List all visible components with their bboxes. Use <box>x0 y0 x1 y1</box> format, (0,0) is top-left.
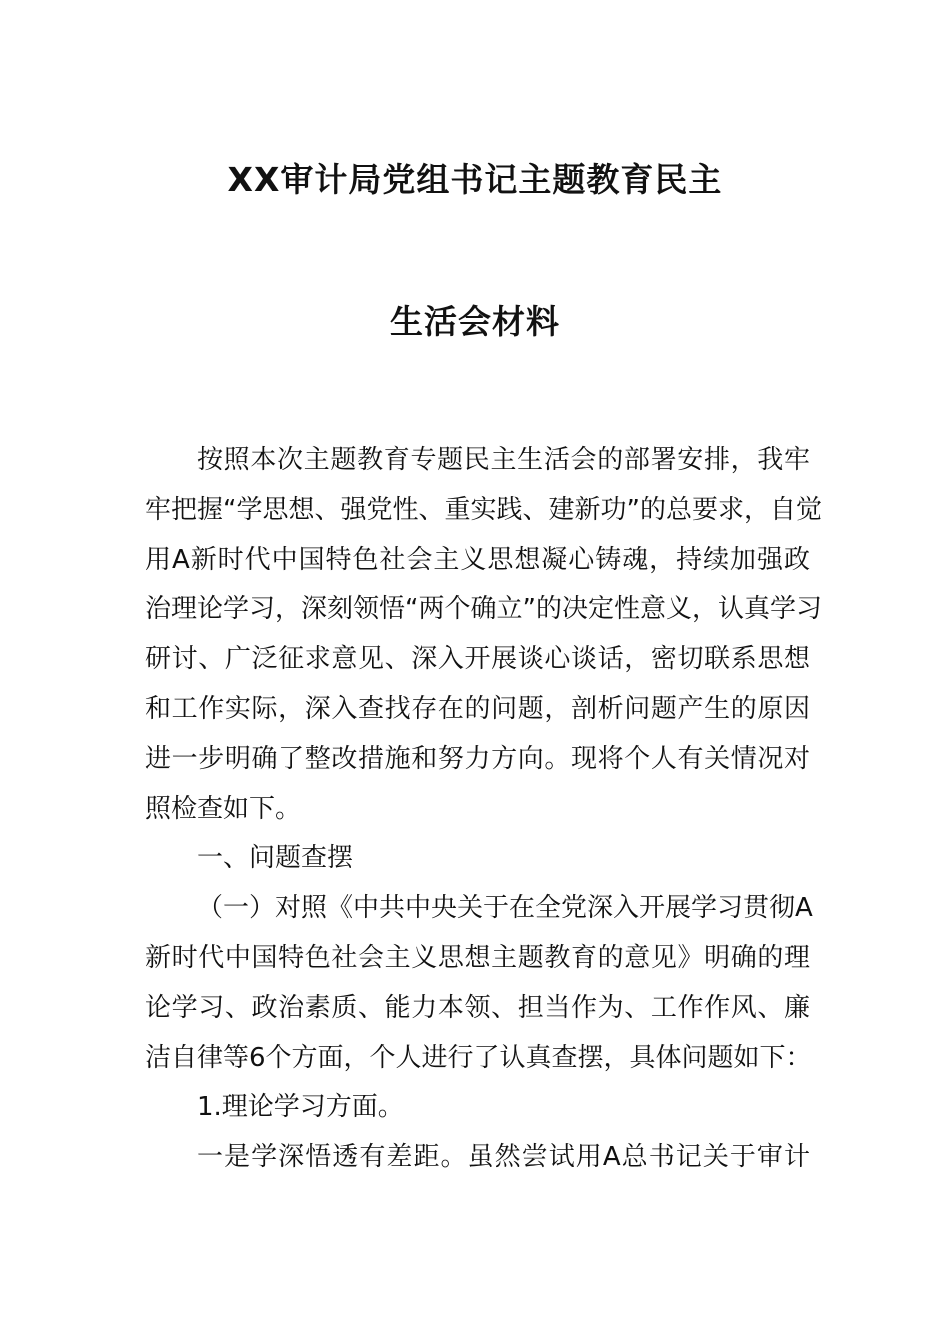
document-title-line-1: XX审计局党组书记主题教育民主 <box>227 160 723 199</box>
item-heading-text: 1.理论学习方面。 <box>197 1092 404 1123</box>
paragraph-line: （一）对照《中共中央关于在全党深入开展学习贯彻A <box>197 893 813 924</box>
intro-paragraph <box>145 436 822 834</box>
subsection-paragraph <box>145 884 813 1083</box>
item-paragraph <box>145 1133 810 1183</box>
paragraph-line: 用A新时代中国特色社会主义思想凝心铸魂，持续加强政 <box>145 544 810 575</box>
paragraph-line: 一是学深悟透有差距。虽然尝试用A总书记关于审计 <box>197 1142 810 1173</box>
paragraph-line: 进一步明确了整改措施和努力方向。现将个人有关情况对 <box>145 743 810 774</box>
section-heading <box>145 834 810 884</box>
paragraph-line: 研讨、广泛征求意见、深入开展谈心谈话，密切联系思想 <box>145 644 810 675</box>
document-title-line-2: 生活会材料 <box>390 302 560 341</box>
document-body <box>145 436 822 1183</box>
paragraph-line: 牢把握“学思想、强党性、重实践、建新功”的总要求，自觉 <box>145 494 822 525</box>
paragraph-line: 按照本次主题教育专题民主生活会的部署安排，我牢 <box>197 445 810 475</box>
section-heading-text: 一、问题查摆 <box>197 843 354 874</box>
item-heading <box>145 1083 810 1133</box>
paragraph-line: 治理论学习，深刻领悟“两个确立”的决定性意义，认真学习 <box>145 594 822 625</box>
paragraph-line: 论学习、政治素质、能力本领、担当作为、工作作风、廉 <box>145 992 810 1023</box>
paragraph-line: 照检查如下。 <box>145 793 302 824</box>
paragraph-line: 洁自律等6个方面，个人进行了认真查摆，具体问题如下： <box>145 1042 812 1073</box>
paragraph-line: 和工作实际，深入查找存在的问题，剖析问题产生的原因 <box>145 693 810 724</box>
paragraph-line: 新时代中国特色社会主义思想主题教育的意见》明确的理 <box>145 942 810 973</box>
